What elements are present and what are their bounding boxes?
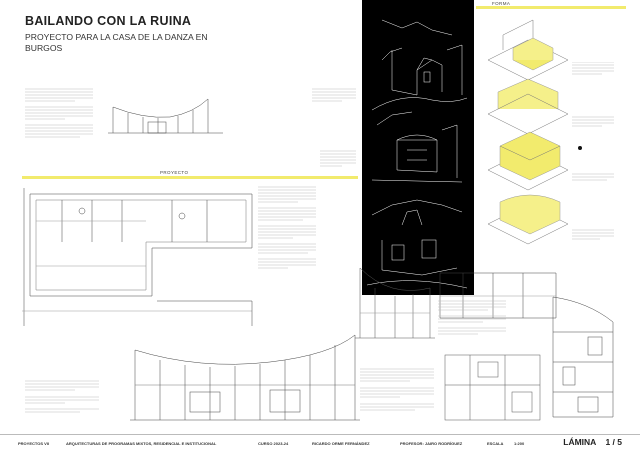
detail-drawing bbox=[440, 350, 545, 425]
floor-plan bbox=[22, 186, 257, 331]
elevation-drawing bbox=[130, 330, 360, 425]
proyecto-label: PROYECTO bbox=[160, 170, 189, 175]
perspective-panel bbox=[362, 0, 474, 295]
footer-author: RICARDO ORME FERNÁNDEZ bbox=[312, 441, 370, 446]
right-text bbox=[438, 300, 508, 340]
right-section bbox=[548, 292, 618, 422]
footer-subject: ARQUITECTURAS DE PROGRAMAS MIXTOS, RESIDENCIAL E INSTITUCIONAL bbox=[66, 441, 217, 446]
footer-professor: PROFESOR: JAIRO RODRÍGUEZ bbox=[400, 441, 463, 446]
form-captions bbox=[572, 62, 618, 252]
bottom-left-text bbox=[25, 380, 100, 415]
forma-label: FORMA bbox=[492, 1, 511, 6]
footer-course: PROYECTOS VII bbox=[18, 441, 50, 446]
perspective-sketches bbox=[362, 0, 474, 295]
footer-sheet-number: 1 / 5 bbox=[605, 437, 622, 447]
forma-bar bbox=[476, 6, 626, 9]
footer-sheet-label: LÁMINA bbox=[563, 437, 596, 447]
footer-sheet bbox=[563, 437, 622, 447]
proyecto-bar bbox=[22, 176, 358, 179]
page-title: BAILANDO CON LA RUINA bbox=[25, 14, 192, 28]
site-sketch bbox=[355, 258, 435, 348]
bottom-middle-text bbox=[360, 368, 435, 413]
footer-scale-label: ESCALA bbox=[487, 441, 504, 446]
footer-scale-value: 1:200 bbox=[514, 441, 525, 446]
page-subtitle: PROYECTO PARA LA CASA DE LA DANZA EN BURGOS bbox=[25, 32, 208, 53]
section-sketch bbox=[108, 95, 223, 137]
footer bbox=[0, 434, 640, 452]
project-text bbox=[258, 186, 318, 276]
footer-year: CURSO 2023-24 bbox=[258, 441, 289, 446]
